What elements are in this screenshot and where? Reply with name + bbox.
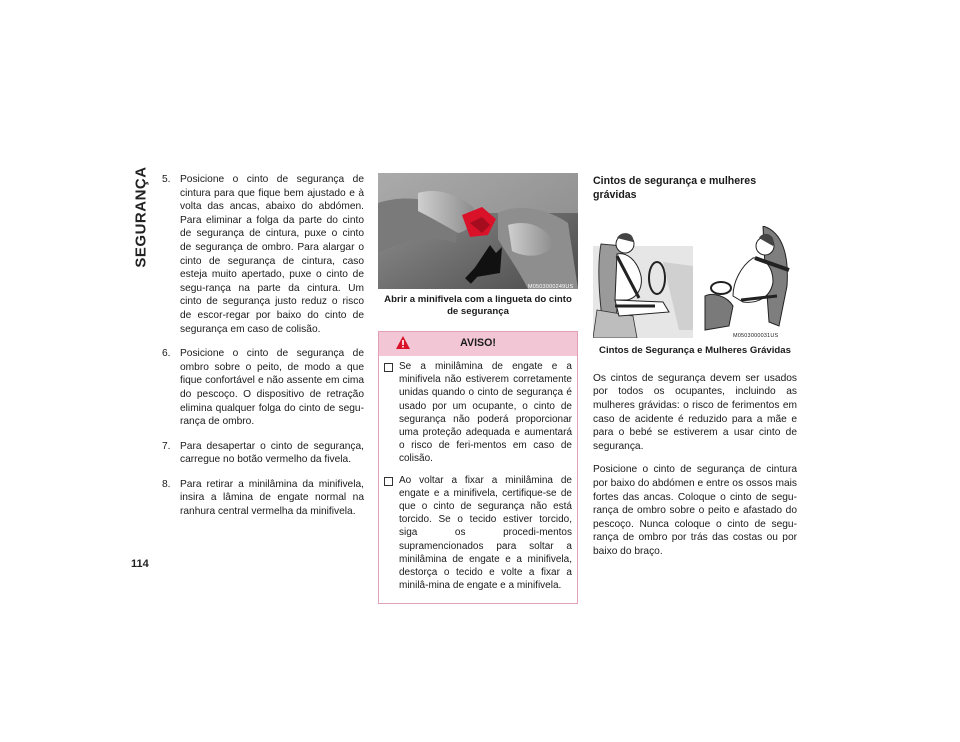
page-number: 114 xyxy=(131,558,149,570)
figure-code: M0503000031US xyxy=(733,333,779,340)
step-item xyxy=(162,478,364,519)
section-heading: Cintos de segurança e mulheres grávidas xyxy=(593,175,757,201)
figure-caption: Abrir a minifivela com a lingueta do cinto de segurança xyxy=(384,294,572,317)
pregnant-driver-drawing xyxy=(593,226,797,338)
warning-text: Ao voltar a fixar a minilâmina de engate e a minifivela, certifique-se de que o cinto de segurança não está torcido. Se o tecido estiver torcido, siga os procedi-mentos supramencionados para soltar a minilâmina de engate e a minifivela, destorça o tecido e volte a fixar a minilâ-mina de engate e a minifivela. xyxy=(399,474,572,592)
body-paragraph: Os cintos de segurança devem ser usados por todos os ocupantes, incluindo as mulheres grávidas: o risco de ferimentos em caso de acidente é reduzido para a mãe e para o bebé se estiverem a usar cinto de segurança. xyxy=(593,372,797,452)
step-item xyxy=(162,173,364,336)
step-number: 5. xyxy=(162,174,171,185)
warning-box xyxy=(378,331,578,604)
figure-code: M0503000249US xyxy=(528,284,574,289)
step-item xyxy=(162,347,364,429)
warning-body xyxy=(379,356,577,603)
section-tab xyxy=(128,166,154,268)
steps-column xyxy=(162,173,364,530)
step-text: Posicione o cinto de segurança de ombro sobre o peito, de modo a que fique confortável e não assente em cima do pescoço. O dispositivo de retração elimina qualquer folga do cinto de segu-rança de ombro. xyxy=(180,348,364,428)
step-number: 8. xyxy=(162,478,171,490)
figure-warning-column xyxy=(378,173,578,604)
step-text: Para retirar a minilâmina da minifivela, insira a lâmina de engate normal na ranhura central vermelha da minifivela. xyxy=(180,478,364,518)
step-item xyxy=(162,440,364,467)
step-number: 7. xyxy=(162,440,171,452)
step-text: Posicione o cinto de segurança de cintura para que fique bem ajustado e à volta das ancas, abaixo do abdómen. Para eliminar a folga da parte do cinto de segurança de cintura, puxe o cinto de segurança de ombro. Para alargar o cinto de segurança de cintura, caso esteja muito apertado, puxe o cinto de segu-rança na parte da cintura. Um cinto de segurança justo reduz o risco de escor-regar por baixo do cinto de segurança em caso de colisão. xyxy=(180,174,364,335)
warning-header xyxy=(379,332,577,356)
figure-caption: Cintos de Segurança e Mulheres Grávidas xyxy=(599,345,791,357)
warning-item xyxy=(384,474,572,593)
buckle-photo-illustration xyxy=(378,173,578,289)
warning-item xyxy=(384,360,572,466)
checkbox-bullet-icon xyxy=(384,363,393,372)
pregnant-seatbelt-illustration xyxy=(593,226,797,338)
body-paragraph: Posicione o cinto de segurança de cintura por baixo do abdómen e entre os ossos mais fortes das ancas. Coloque o cinto de segu-rança de ombro sobre o peito e afastado do pescoço. Nunca coloque o cinto de segu-rança de ombro por trás das costas ou por baixo do braço. xyxy=(593,464,797,557)
step-number: 6. xyxy=(162,348,171,360)
buckle-photo xyxy=(378,173,578,289)
pregnancy-column xyxy=(593,173,797,559)
checkbox-bullet-icon xyxy=(384,477,393,486)
step-text: Para desapertar o cinto de segurança, carregue no botão vermelho da fivela. xyxy=(180,440,364,466)
warning-text: Se a minilâmina de engate e a minifivela não estiverem corretamente unidas quando o cinto de segurança é usado por um ocupante, o cinto de segurança não poderá proporcionar uma proteção adequada e aumentará o risco de feri-mentos em caso de colisão. xyxy=(399,361,572,465)
warning-title: AVISO! xyxy=(460,337,496,349)
section-tab-label: SEGURANÇA xyxy=(132,166,150,268)
